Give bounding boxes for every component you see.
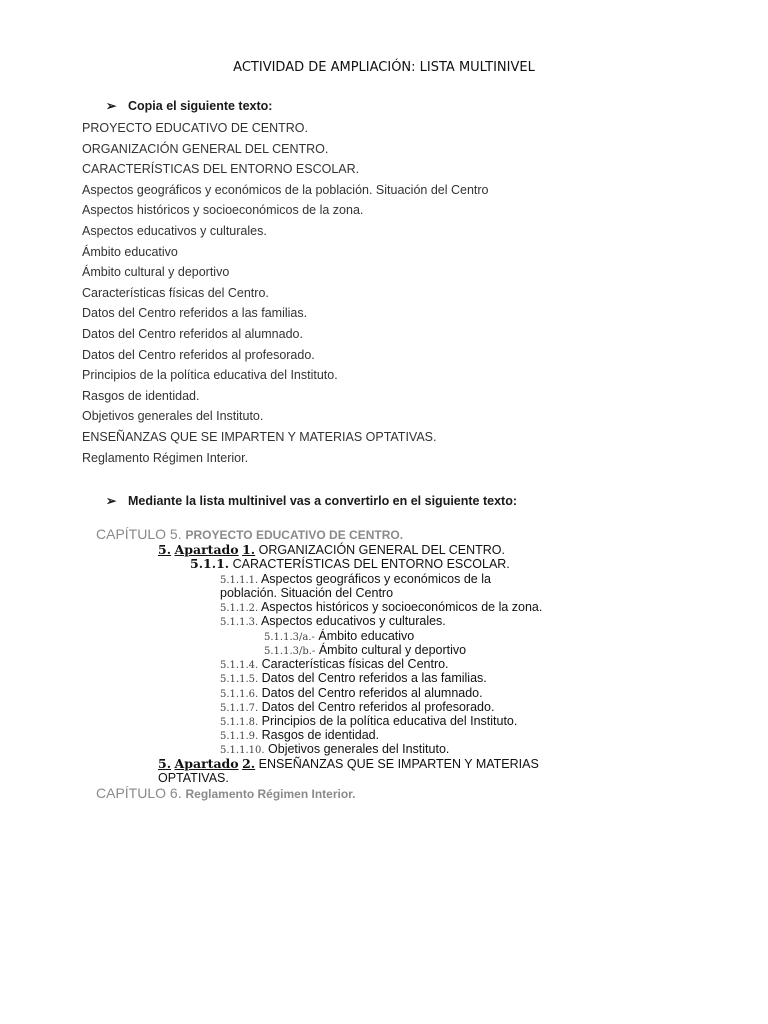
list-item: 5.1.1.8. Principios de la política educativa del Instituto.	[220, 714, 518, 728]
plain-line: Ámbito cultural y deportivo	[82, 265, 230, 280]
plain-line: ENSEÑANZAS QUE SE IMPARTEN Y MATERIAS OPTATIVAS.	[82, 429, 437, 444]
plain-line: Ámbito educativo	[82, 244, 178, 259]
plain-line: Características físicas del Centro.	[82, 285, 269, 300]
arrow-bullet-icon: ➢	[106, 494, 117, 508]
list-item: 5.1.1.6. Datos del Centro referidos al alumnado.	[220, 686, 483, 700]
apartado-2-heading: 5. Apartado 2. ENSEÑANZAS QUE SE IMPARTEN Y MATERIAS	[158, 756, 539, 771]
plain-line: Datos del Centro referidos a las familias.	[82, 306, 308, 321]
plain-line: Objetivos generales del Instituto.	[82, 409, 264, 424]
plain-line: Principios de la política educativa del Instituto.	[82, 368, 338, 383]
list-item: 5.1.1.9. Rasgos de identidad.	[220, 728, 380, 742]
chapter-6-heading: CAPÍTULO 6. Reglamento Régimen Interior.	[96, 785, 356, 801]
page-title: ACTIVIDAD DE AMPLIACIÓN: LISTA MULTINIVEL	[233, 60, 535, 75]
sub-item-a: 5.1.1.3/a.- Ámbito educativo	[264, 629, 415, 643]
instruction-1-text: Copia el siguiente texto:	[128, 99, 273, 113]
list-item: 5.1.1.10. Objetivos generales del Instituto.	[220, 742, 450, 756]
plain-line: Datos del Centro referidos al alumnado.	[82, 326, 303, 341]
arrow-bullet-icon: ➢	[106, 99, 117, 113]
apartado-2-continuation: OPTATIVAS.	[158, 771, 229, 785]
apartado-1-heading: 5. Apartado 1. ORGANIZACIÓN GENERAL DEL CENTRO.	[158, 542, 505, 557]
list-item: 5.1.1.1. Aspectos geográficos y económicos de la	[220, 572, 491, 586]
list-item: 5.1.1.7. Datos del Centro referidos al profesorado.	[220, 700, 495, 714]
plain-line: PROYECTO EDUCATIVO DE CENTRO.	[82, 121, 308, 135]
chapter-5-heading: CAPÍTULO 5. PROYECTO EDUCATIVO DE CENTRO.	[96, 526, 404, 542]
plain-line: ORGANIZACIÓN GENERAL DEL CENTRO.	[82, 141, 329, 156]
section-5-1-1-heading: 5.1.1. CARACTERÍSTICAS DEL ENTORNO ESCOLAR.	[190, 556, 510, 571]
plain-text-list	[82, 118, 489, 468]
sub-item-b: 5.1.1.3/b.- Ámbito cultural y deportivo	[264, 643, 467, 657]
list-item: 5.1.1.5. Datos del Centro referidos a las familias.	[220, 671, 487, 685]
instruction-1	[106, 98, 272, 113]
plain-line: CARACTERÍSTICAS DEL ENTORNO ESCOLAR.	[82, 162, 360, 177]
instruction-2	[106, 493, 517, 508]
plain-line: Aspectos históricos y socioeconómicos de la zona.	[82, 203, 364, 218]
instruction-2-text: Mediante la lista multinivel vas a convertirlo en el siguiente texto:	[128, 494, 518, 508]
list-item-continuation: población. Situación del Centro	[220, 586, 394, 600]
list-item: 5.1.1.2. Aspectos históricos y socioeconómicos de la zona.	[220, 600, 543, 614]
plain-line: Rasgos de identidad.	[82, 388, 200, 403]
list-item: 5.1.1.3. Aspectos educativos y culturales.	[220, 614, 446, 628]
plain-line: Reglamento Régimen Interior.	[82, 450, 249, 465]
plain-line: Aspectos educativos y culturales.	[82, 223, 267, 238]
list-item: 5.1.1.4. Características físicas del Centro.	[220, 657, 449, 671]
plain-line: Aspectos geográficos y económicos de la población. Situación del Centro	[82, 182, 489, 197]
plain-line: Datos del Centro referidos al profesorado.	[82, 347, 315, 362]
